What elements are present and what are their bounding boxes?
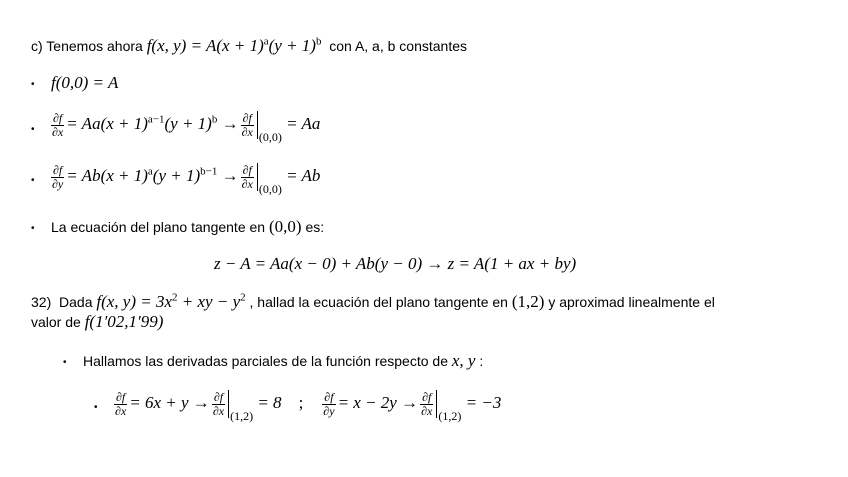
partials-intro: Hallamos las derivadas parciales de la función respecto de x, y : bbox=[83, 351, 484, 370]
section-c-intro bbox=[31, 36, 467, 56]
intro-label: c) Tenemos ahora bbox=[31, 38, 143, 54]
item-dfdx: $\frac{\partial f}{\partial x}$ = $Aa(x + 1)^{a-1}(y + 1)^b$ → $\frac{\partial f}{\partial x}$ $_{(0,0)}$ = Aa bbox=[52, 110, 321, 144]
bullet: • bbox=[63, 357, 67, 368]
item-plane-text: La ecuación del plano tangente en (0,0) es: bbox=[51, 217, 325, 236]
bullet: • bbox=[31, 223, 35, 234]
partials-32: $\frac{\partial f}{\partial x}$ = 6x + y → $\frac{\partial f}{\partial x}$ $_{(1,2)}$ = 8 ; $\frac{\partial f}{\partial y}$ = x − 2y → $\frac{\partial f}{\partial x}$ $_{(1,2)}$ = −3 bbox=[115, 389, 502, 423]
problem-32-line1: 32) Dada f(x, $y) = 3x^2$ + xy − $y^2$ , hallad la ecuación del plano tangente en (1,2) y aproximad linealmente el bbox=[31, 291, 715, 311]
partial-fx-fraction: $\frac{\partial f}{\partial x}$ bbox=[52, 110, 64, 139]
bullet: • bbox=[94, 402, 98, 413]
plane-equation: z − A = Aa(x − 0) + Ab(y − 0) → z = A(1 + ax + by) bbox=[214, 254, 577, 273]
intro-tail: con A, a, b constantes bbox=[329, 38, 468, 54]
partial-fy-fraction: $\frac{\partial f}{\partial y}$ bbox=[52, 162, 64, 191]
bullet: • bbox=[31, 175, 35, 186]
bullet: • bbox=[31, 79, 35, 90]
bullet: • bbox=[31, 124, 35, 135]
item-dfdy: $\frac{\partial f}{\partial y}$ = $Ab(x + 1)^a(y + 1)^{b-1}$ → $\frac{\partial f}{\partial x}$ $_{(0,0)}$ = Ab bbox=[52, 162, 321, 196]
intro-formula: f(x, $y) = A(x + 1)^a(y + 1)^b$ bbox=[146, 35, 322, 55]
problem-32-line2: valor de f(1′02,1′99) bbox=[31, 312, 164, 331]
item-f00: f(0,0) = A bbox=[51, 73, 119, 92]
